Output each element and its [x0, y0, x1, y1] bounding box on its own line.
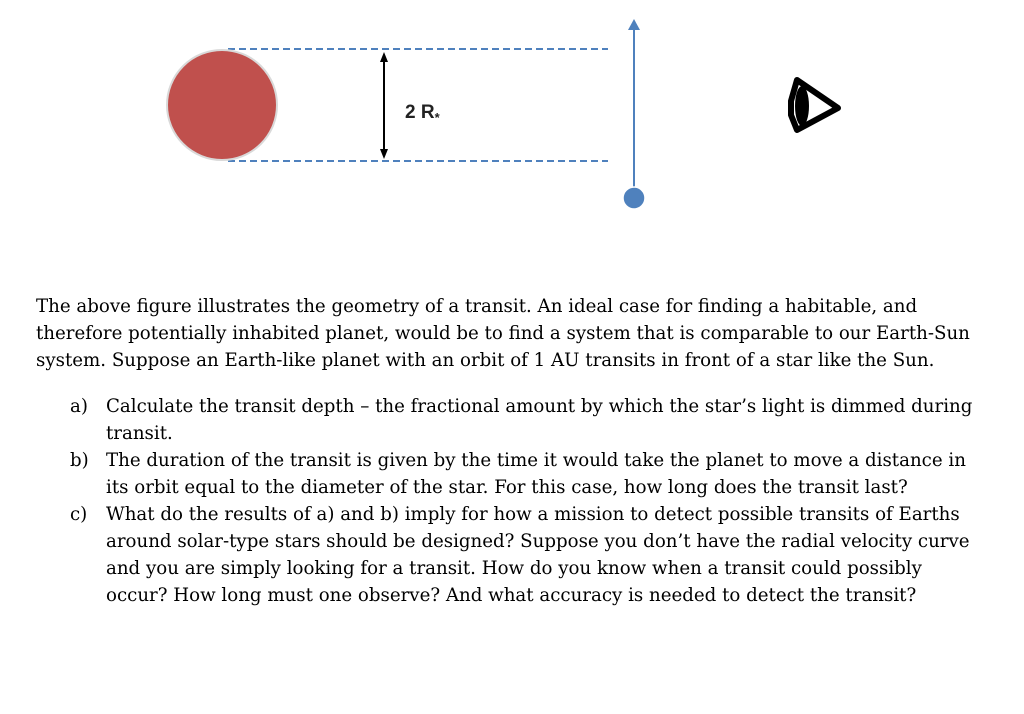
- question-c: [36, 501, 986, 609]
- planet-path-arrowhead: [628, 19, 640, 30]
- problem-text: [36, 293, 986, 609]
- question-list: [36, 393, 986, 609]
- star-subscript: *: [434, 110, 440, 125]
- question-text: The duration of the transit is given by the time it would take the planet to move a distance in its orbit equal to the diameter of the star. For this case, how long does the transit last?: [106, 450, 966, 498]
- question-text: What do the results of a) and b) imply for how a mission to detect possible transits of Earths around solar-type stars should be designed? Suppose you don’t have the radial velocity curve and you are simply looking for a transit. How do you know when a transit could possibly occur? How long must one observe? And what accuracy is needed to detect the transit?: [106, 504, 970, 606]
- question-marker: b): [70, 450, 89, 471]
- intro-paragraph: The above figure illustrates the geometry of a transit. An ideal case for finding a habitable, and therefore potentially inhabited planet, would be to find a system that is comparable to our Earth-Sun system. Suppose an Earth-like planet with an orbit of 1 AU transits in front of a star like the Sun.: [36, 296, 970, 371]
- question-marker: a): [70, 396, 88, 417]
- star-circle: [167, 50, 277, 160]
- observer-eye-icon: [791, 80, 838, 130]
- transit-geometry-figure: [0, 0, 1024, 260]
- diameter-label: 2 $R_*$: [405, 102, 440, 125]
- question-marker: c): [70, 504, 88, 525]
- question-b: [36, 447, 986, 501]
- question-a: [36, 393, 986, 447]
- planet-dot: [623, 187, 645, 209]
- question-text: Calculate the transit depth – the fractional amount by which the star’s light is dimmed during transit.: [106, 396, 973, 444]
